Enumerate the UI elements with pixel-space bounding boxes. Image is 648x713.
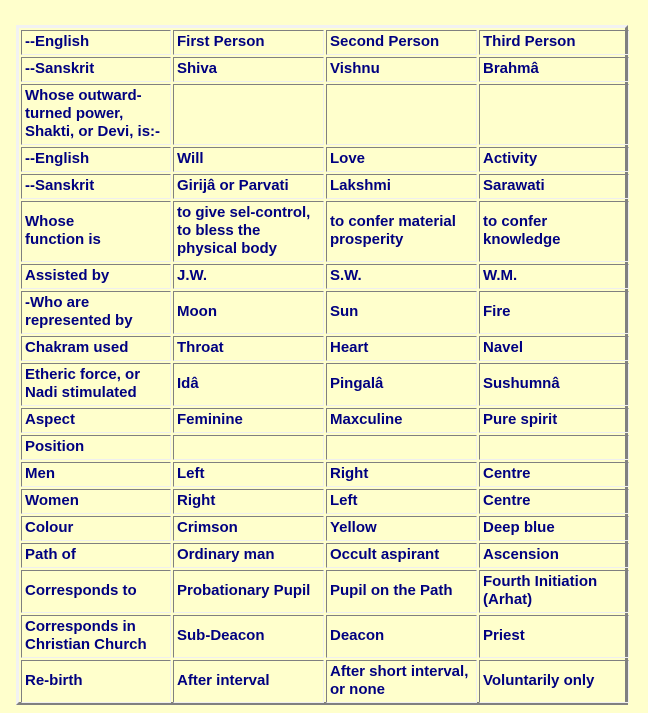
third-person-cell: Voluntarily only	[479, 660, 629, 703]
table-row	[21, 660, 629, 703]
correspondence-table-frame	[16, 25, 628, 705]
second-person-cell	[326, 84, 477, 145]
table-row	[21, 201, 629, 262]
table-row	[21, 291, 629, 334]
first-person-cell: Shiva	[173, 57, 324, 82]
first-person-cell: Will	[173, 147, 324, 172]
first-person-cell: Idâ	[173, 363, 324, 406]
first-person-cell: Right	[173, 489, 324, 514]
first-person-cell	[173, 435, 324, 460]
third-person-cell: Deep blue	[479, 516, 629, 541]
table-row	[21, 489, 629, 514]
first-person-cell: Ordinary man	[173, 543, 324, 568]
table-row	[21, 30, 629, 55]
first-person-cell: After interval	[173, 660, 324, 703]
first-person-cell: First Person	[173, 30, 324, 55]
second-person-cell: Left	[326, 489, 477, 514]
row-label: --English	[21, 147, 171, 172]
table-row	[21, 462, 629, 487]
row-label: Whose function is	[21, 201, 171, 262]
third-person-cell: Brahmâ	[479, 57, 629, 82]
table-row	[21, 84, 629, 145]
row-label: Colour	[21, 516, 171, 541]
table-row	[21, 57, 629, 82]
row-label: Corresponds to	[21, 570, 171, 613]
second-person-cell: Yellow	[326, 516, 477, 541]
second-person-cell: Heart	[326, 336, 477, 361]
second-person-cell: Pingalâ	[326, 363, 477, 406]
first-person-cell: Feminine	[173, 408, 324, 433]
third-person-cell: Activity	[479, 147, 629, 172]
table-row	[21, 408, 629, 433]
row-label: Etheric force, or Nadi stimulated	[21, 363, 171, 406]
first-person-cell: Girijâ or Parvati	[173, 174, 324, 199]
row-label: Chakram used	[21, 336, 171, 361]
row-label: --Sanskrit	[21, 174, 171, 199]
first-person-cell: Left	[173, 462, 324, 487]
third-person-cell: Ascension	[479, 543, 629, 568]
first-person-cell: Throat	[173, 336, 324, 361]
row-label: Re-birth	[21, 660, 171, 703]
table-row	[21, 516, 629, 541]
row-label: Assisted by	[21, 264, 171, 289]
table-row	[21, 615, 629, 658]
second-person-cell: Second Person	[326, 30, 477, 55]
table-row	[21, 570, 629, 613]
second-person-cell: S.W.	[326, 264, 477, 289]
first-person-cell: to give sel-control, to bless the physical body	[173, 201, 324, 262]
third-person-cell: to confer knowledge	[479, 201, 629, 262]
third-person-cell: Pure spirit	[479, 408, 629, 433]
row-label: Position	[21, 435, 171, 460]
second-person-cell: Right	[326, 462, 477, 487]
row-label: Path of	[21, 543, 171, 568]
first-person-cell: Probationary Pupil	[173, 570, 324, 613]
third-person-cell: Centre	[479, 462, 629, 487]
first-person-cell: Sub-Deacon	[173, 615, 324, 658]
table-row	[21, 435, 629, 460]
third-person-cell: Fire	[479, 291, 629, 334]
third-person-cell: Fourth Initiation (Arhat)	[479, 570, 629, 613]
second-person-cell: Love	[326, 147, 477, 172]
row-label: Men	[21, 462, 171, 487]
second-person-cell: Vishnu	[326, 57, 477, 82]
table-row	[21, 174, 629, 199]
table-row	[21, 363, 629, 406]
row-label: Whose outward- turned power, Shakti, or Devi, is:-	[21, 84, 171, 145]
row-label: Women	[21, 489, 171, 514]
third-person-cell	[479, 435, 629, 460]
first-person-cell: Moon	[173, 291, 324, 334]
first-person-cell	[173, 84, 324, 145]
second-person-cell: Lakshmi	[326, 174, 477, 199]
row-label: --Sanskrit	[21, 57, 171, 82]
second-person-cell: Deacon	[326, 615, 477, 658]
second-person-cell: Maxculine	[326, 408, 477, 433]
third-person-cell: Third Person	[479, 30, 629, 55]
table-row	[21, 336, 629, 361]
third-person-cell: Centre	[479, 489, 629, 514]
row-label: Corresponds in Christian Church	[21, 615, 171, 658]
third-person-cell: Sushumnâ	[479, 363, 629, 406]
third-person-cell: W.M.	[479, 264, 629, 289]
row-label: -Who are represented by	[21, 291, 171, 334]
table-row	[21, 264, 629, 289]
second-person-cell: to confer material prosperity	[326, 201, 477, 262]
second-person-cell: Occult aspirant	[326, 543, 477, 568]
third-person-cell: Priest	[479, 615, 629, 658]
row-label: --English	[21, 30, 171, 55]
first-person-cell: Crimson	[173, 516, 324, 541]
second-person-cell: Sun	[326, 291, 477, 334]
third-person-cell: Sarawati	[479, 174, 629, 199]
third-person-cell	[479, 84, 629, 145]
second-person-cell: Pupil on the Path	[326, 570, 477, 613]
table-row	[21, 543, 629, 568]
second-person-cell	[326, 435, 477, 460]
row-label: Aspect	[21, 408, 171, 433]
third-person-cell: Navel	[479, 336, 629, 361]
table-row	[21, 147, 629, 172]
second-person-cell: After short interval, or none	[326, 660, 477, 703]
first-person-cell: J.W.	[173, 264, 324, 289]
correspondence-table	[19, 28, 631, 705]
